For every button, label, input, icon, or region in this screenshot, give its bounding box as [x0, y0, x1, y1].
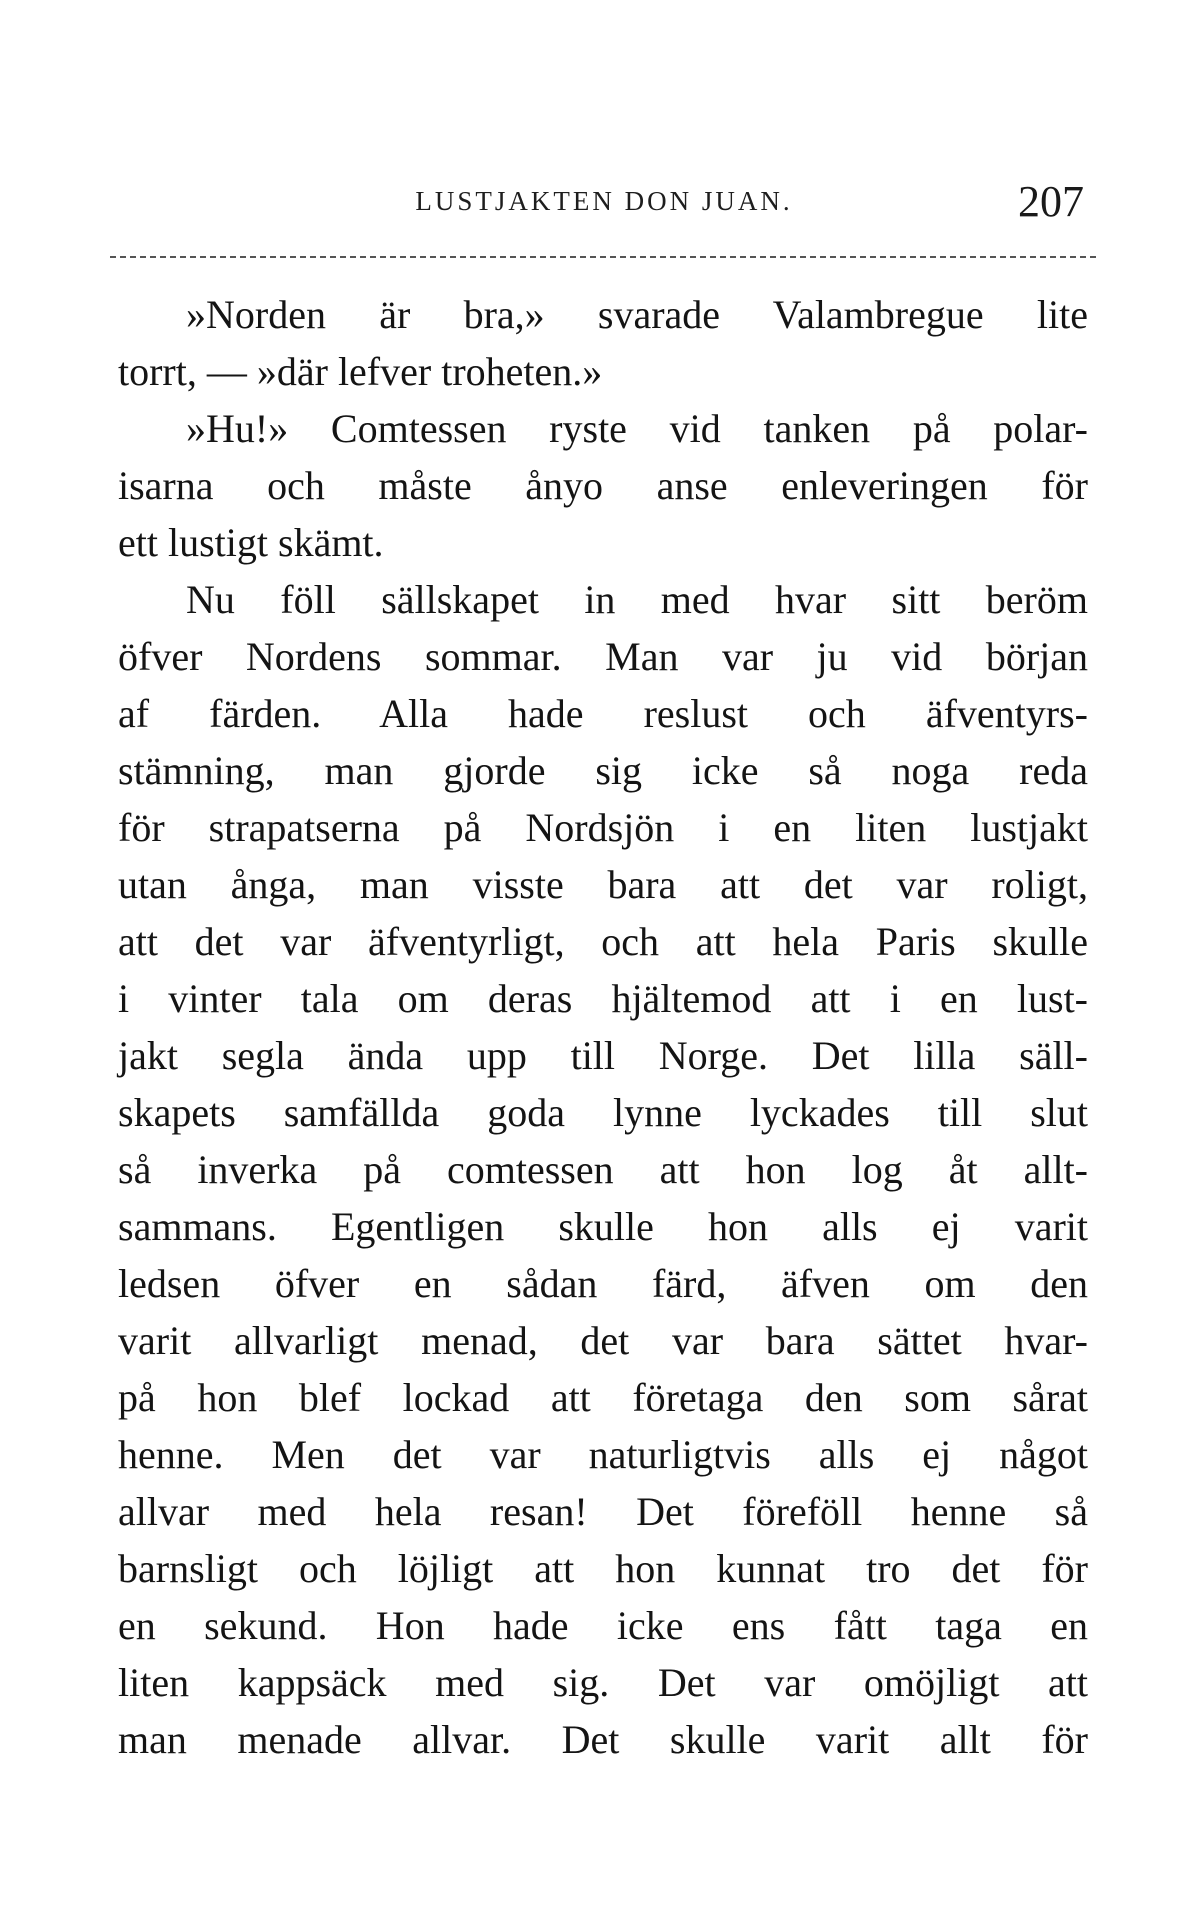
text-line: jakt segla ända upp till Norge. Det lilla säll- [118, 1033, 1088, 1078]
text-line: skapets samfällda goda lynne lyckades till slut [118, 1090, 1088, 1135]
text-line: af färden. Alla hade reslust och äfventyrs- [118, 691, 1088, 736]
text-line: sammans. Egentligen skulle hon alls ej varit [118, 1204, 1088, 1249]
text-line: Nu föll sällskapet in med hvar sitt beröm [186, 577, 1088, 622]
page-number: 207 [1018, 177, 1084, 226]
text-line: för strapatserna på Nordsjön i en liten lustjakt [118, 805, 1088, 850]
text-line: henne. Men det var naturligtvis alls ej något [118, 1432, 1088, 1477]
text-line: öfver Nordens sommar. Man var ju vid början [118, 634, 1088, 679]
text-line: stämning, man gjorde sig icke så noga reda [118, 748, 1088, 793]
header-rule [110, 256, 1096, 258]
text-line: på hon blef lockad att företaga den som sårat [118, 1375, 1088, 1420]
text-line: liten kappsäck med sig. Det var omöjligt att [118, 1660, 1088, 1705]
text-line: varit allvarligt menad, det var bara sättet hvar- [118, 1318, 1088, 1363]
text-line: utan ånga, man visste bara att det var roligt, [118, 862, 1088, 907]
running-head [118, 168, 1090, 228]
text-line: att det var äfventyrligt, och att hela Paris skulle [118, 919, 1088, 964]
running-title: LUSTJAKTEN DON JUAN. [415, 186, 793, 216]
text-line: barnsligt och löjligt att hon kunnat tro det för [118, 1546, 1088, 1591]
text-line: isarna och måste ånyo anse enleveringen för [118, 463, 1088, 508]
text-line: ett lustigt skämt. [118, 520, 384, 565]
text-line: »Norden är bra,» svarade Valambregue lite [186, 292, 1088, 337]
text-line: allvar med hela resan! Det föreföll henne så [118, 1489, 1088, 1534]
text-line: torrt, — »där lefver troheten.» [118, 349, 603, 394]
text-line: ledsen öfver en sådan färd, äfven om den [118, 1261, 1088, 1306]
body-text [118, 286, 1088, 1768]
text-line: i vinter tala om deras hjältemod att i en lust- [118, 976, 1088, 1021]
text-line: så inverka på comtessen att hon log åt allt- [118, 1147, 1088, 1192]
text-line: »Hu!» Comtessen ryste vid tanken på polar- [186, 406, 1088, 451]
text-line: man menade allvar. Det skulle varit allt för [118, 1717, 1088, 1762]
text-line: en sekund. Hon hade icke ens fått taga en [118, 1603, 1088, 1648]
